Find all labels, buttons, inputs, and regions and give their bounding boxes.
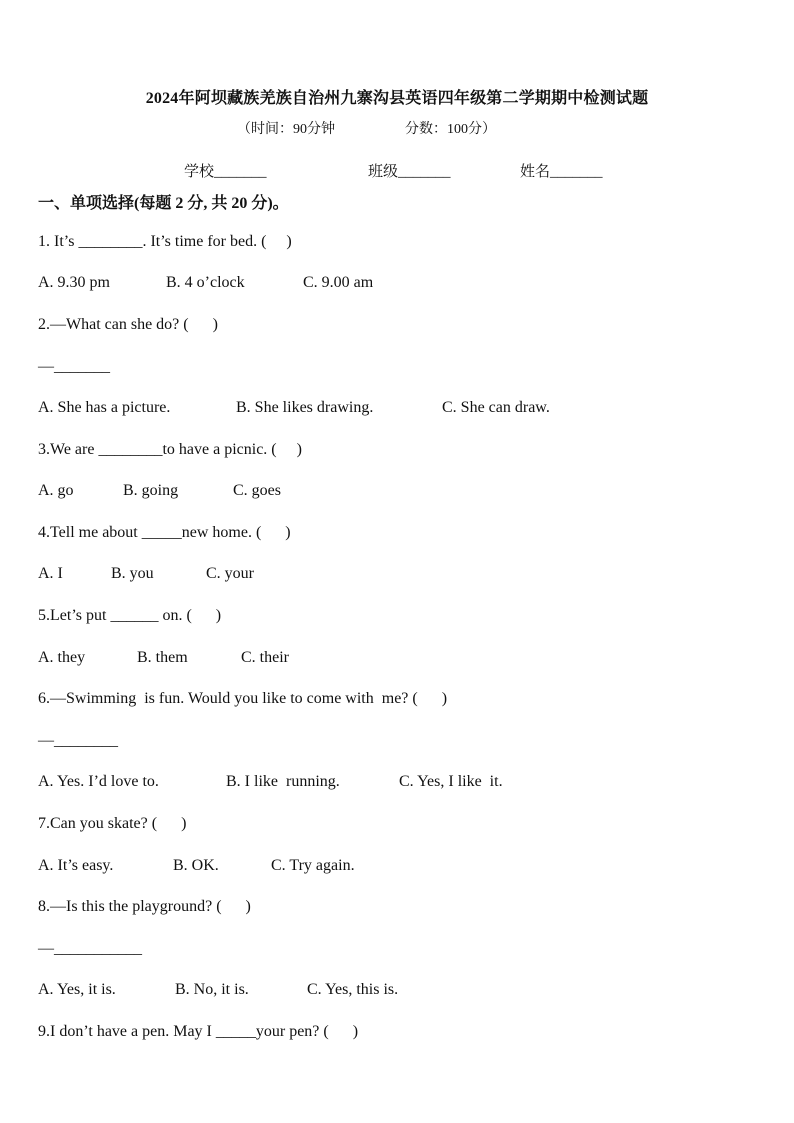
question-2-options [38, 399, 758, 421]
question-2-stem: 2.—What can she do? ( ) [38, 316, 218, 333]
question-6-stem: 6.—Swimming is fun. Would you like to come with me? ( ) [38, 690, 448, 707]
question-3-option-a: A. go [38, 482, 74, 499]
question-7-options [38, 857, 758, 879]
question-6-options [38, 773, 758, 795]
question-1-options [38, 274, 758, 296]
question-1-stem: 1. It’s ________. It’s time for bed. ( ) [38, 233, 292, 250]
question-8-options [38, 981, 758, 1003]
question-6-option-a: A. Yes. I’d love to. [38, 773, 159, 790]
question-3-option-b: B. going [123, 482, 179, 499]
question-1-option-c: C. 9.00 am [303, 274, 374, 291]
question-5-option-a: A. they [38, 649, 86, 666]
question-4-stem: 4.Tell me about _____new home. ( ) [38, 524, 291, 541]
question-9-stem: 9.I don’t have a pen. May I _____your pen? ( ) [38, 1023, 359, 1040]
question-3-options [38, 482, 758, 504]
question-2-answer-blank: —_______ [38, 358, 110, 375]
question-4-options [38, 565, 758, 587]
question-7-stem: 7.Can you skate? ( ) [38, 815, 187, 832]
question-7-option-c: C. Try again. [271, 857, 355, 874]
question-8-option-c: C. Yes, this is. [307, 981, 399, 998]
question-1-option-b: B. 4 o’clock [166, 274, 245, 291]
name-field-label: 姓名_______ [520, 164, 603, 180]
question-7-option-a: A. It’s easy. [38, 857, 114, 874]
question-6-answer-blank: —________ [38, 732, 118, 749]
question-3-stem: 3.We are ________to have a picnic. ( ) [38, 441, 302, 458]
question-2-option-a: A. She has a picture. [38, 399, 171, 416]
class-field-label: 班级_______ [368, 164, 451, 180]
question-5-stem: 5.Let’s put ______ on. ( ) [38, 607, 222, 624]
section-heading-single-choice: 一、单项选择(每题 2 分, 共 20 分)。 [38, 195, 289, 212]
school-field-label: 学校_______ [184, 164, 267, 180]
question-6-option-c: C. Yes, I like it. [399, 773, 503, 790]
question-8-option-a: A. Yes, it is. [38, 981, 116, 998]
exam-time-score: （时间：90分钟 分数：100分） [237, 122, 496, 137]
question-3-option-c: C. goes [233, 482, 281, 499]
question-2-option-b: B. She likes drawing. [236, 399, 374, 416]
question-8-answer-blank: —___________ [38, 940, 142, 957]
question-6-option-b: B. I like running. [226, 773, 340, 790]
question-5-option-c: C. their [241, 649, 289, 666]
question-4-option-a: A. I [38, 565, 63, 582]
question-4-option-c: C. your [206, 565, 254, 582]
question-2-option-c: C. She can draw. [442, 399, 550, 416]
question-5-options [38, 649, 758, 671]
question-8-stem: 8.—Is this the playground? ( ) [38, 898, 251, 915]
question-4-option-b: B. you [111, 565, 154, 582]
question-8-option-b: B. No, it is. [175, 981, 249, 998]
question-7-option-b: B. OK. [173, 857, 219, 874]
exam-title: 2024年阿坝藏族羌族自治州九寨沟县英语四年级第二学期期中检测试题 [145, 90, 649, 107]
question-1-option-a: A. 9.30 pm [38, 274, 110, 291]
student-info-row [0, 160, 794, 180]
question-5-option-b: B. them [137, 649, 188, 666]
